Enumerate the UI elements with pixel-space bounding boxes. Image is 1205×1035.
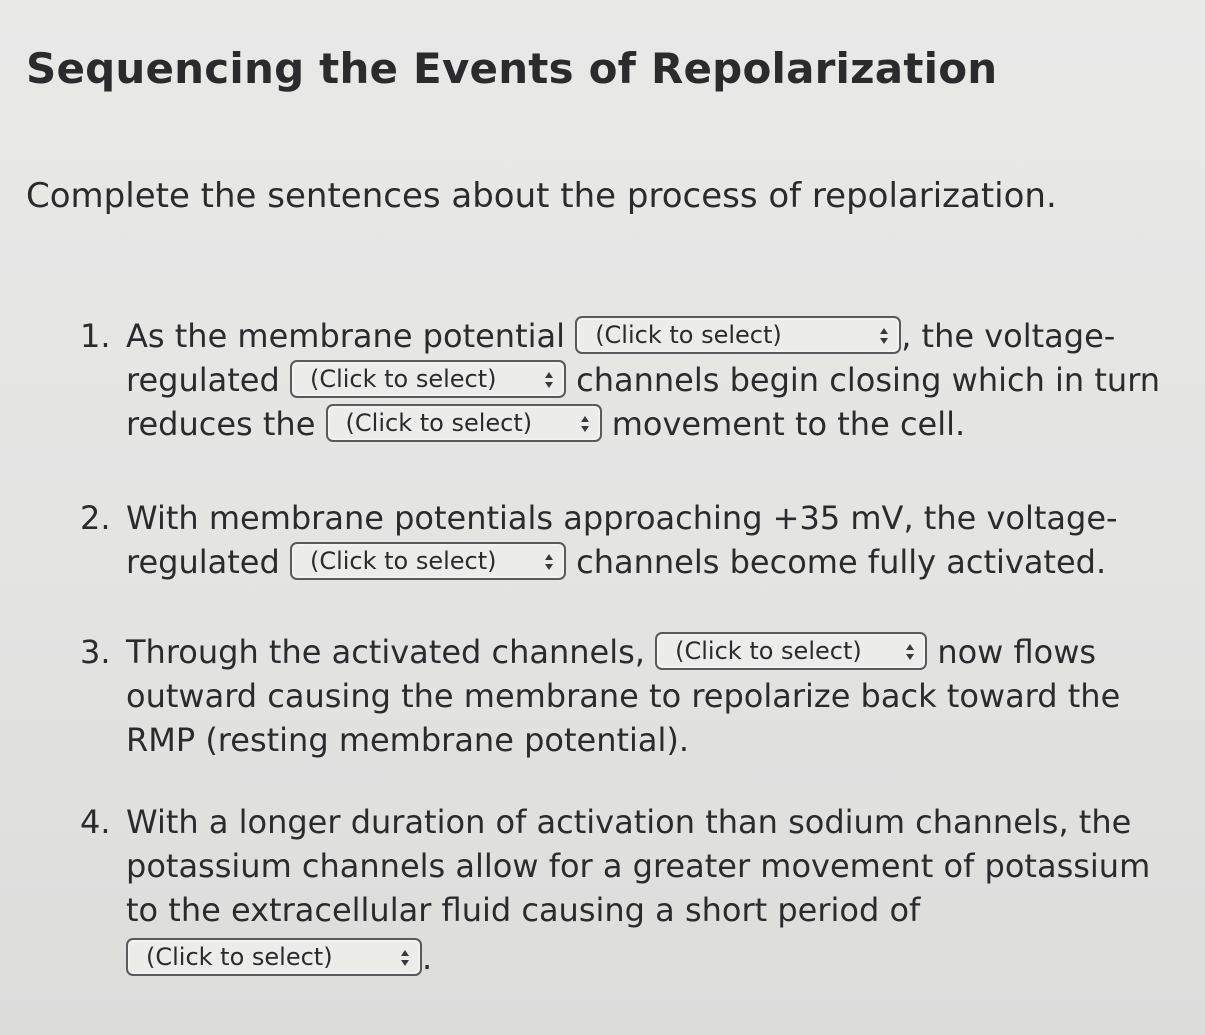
- question-text-line: outward causing the membrane to repolarize back toward the: [126, 677, 1121, 715]
- question-text-line: potassium channels allow for a greater movement of potassium: [126, 847, 1151, 885]
- question-text-fragment: channels begin closing which in turn: [576, 361, 1161, 399]
- question-text-fragment: reduces the: [126, 405, 316, 443]
- q1-dropdown-2[interactable]: [290, 360, 566, 398]
- dropdown-placeholder: (Click to select): [309, 547, 497, 575]
- question-text: [126, 496, 1201, 584]
- question-text-fragment: regulated: [126, 361, 280, 399]
- question-text-line: With membrane potentials approaching +35 mV, the voltage-: [126, 499, 1118, 537]
- question-text-line: With a longer duration of activation than sodium channels, the: [126, 803, 1132, 841]
- updown-arrows-icon: [580, 414, 590, 434]
- question-number: 3.: [80, 633, 111, 671]
- dropdown-placeholder: (Click to select): [146, 943, 333, 971]
- updown-arrows-icon: [905, 642, 915, 662]
- question-text: [126, 800, 1201, 980]
- q4-dropdown-1[interactable]: [126, 938, 422, 976]
- q2-dropdown-1[interactable]: [290, 542, 566, 580]
- sentence-period: .: [422, 939, 433, 977]
- question-text-fragment: As the membrane potential: [126, 317, 566, 355]
- dropdown-placeholder: (Click to select): [675, 637, 862, 665]
- question-text: [126, 630, 1201, 762]
- question-text-fragment: now flows: [937, 633, 1097, 671]
- question-text-fragment: channels become fully activated.: [576, 543, 1107, 581]
- question-number: 4.: [80, 803, 111, 841]
- q1-dropdown-1[interactable]: [575, 316, 901, 354]
- updown-arrows-icon: [544, 370, 554, 390]
- dropdown-placeholder: (Click to select): [595, 321, 782, 349]
- question-text-fragment: Through the activated channels,: [126, 633, 645, 671]
- updown-arrows-icon: [879, 326, 889, 346]
- question-text-line: to the extracellular fluid causing a short period of: [126, 891, 921, 929]
- instructions-text: Complete the sentences about the process of repolarization.: [26, 176, 1057, 216]
- question-text-line: RMP (resting membrane potential).: [126, 721, 690, 759]
- updown-arrows-icon: [400, 948, 410, 968]
- question-text-fragment: regulated: [126, 543, 280, 581]
- q1-dropdown-3[interactable]: [326, 404, 602, 442]
- dropdown-placeholder: (Click to select): [309, 365, 497, 393]
- question-number: 1.: [80, 317, 111, 355]
- q3-dropdown-1[interactable]: [655, 632, 927, 670]
- question-number: 2.: [80, 499, 111, 537]
- question-text: [126, 314, 1201, 446]
- updown-arrows-icon: [544, 552, 554, 572]
- question-text-fragment: , the voltage-: [901, 317, 1116, 355]
- dropdown-placeholder: (Click to select): [345, 409, 533, 437]
- question-text-fragment: movement to the cell.: [611, 405, 966, 443]
- page-title: Sequencing the Events of Repolarization: [26, 44, 998, 93]
